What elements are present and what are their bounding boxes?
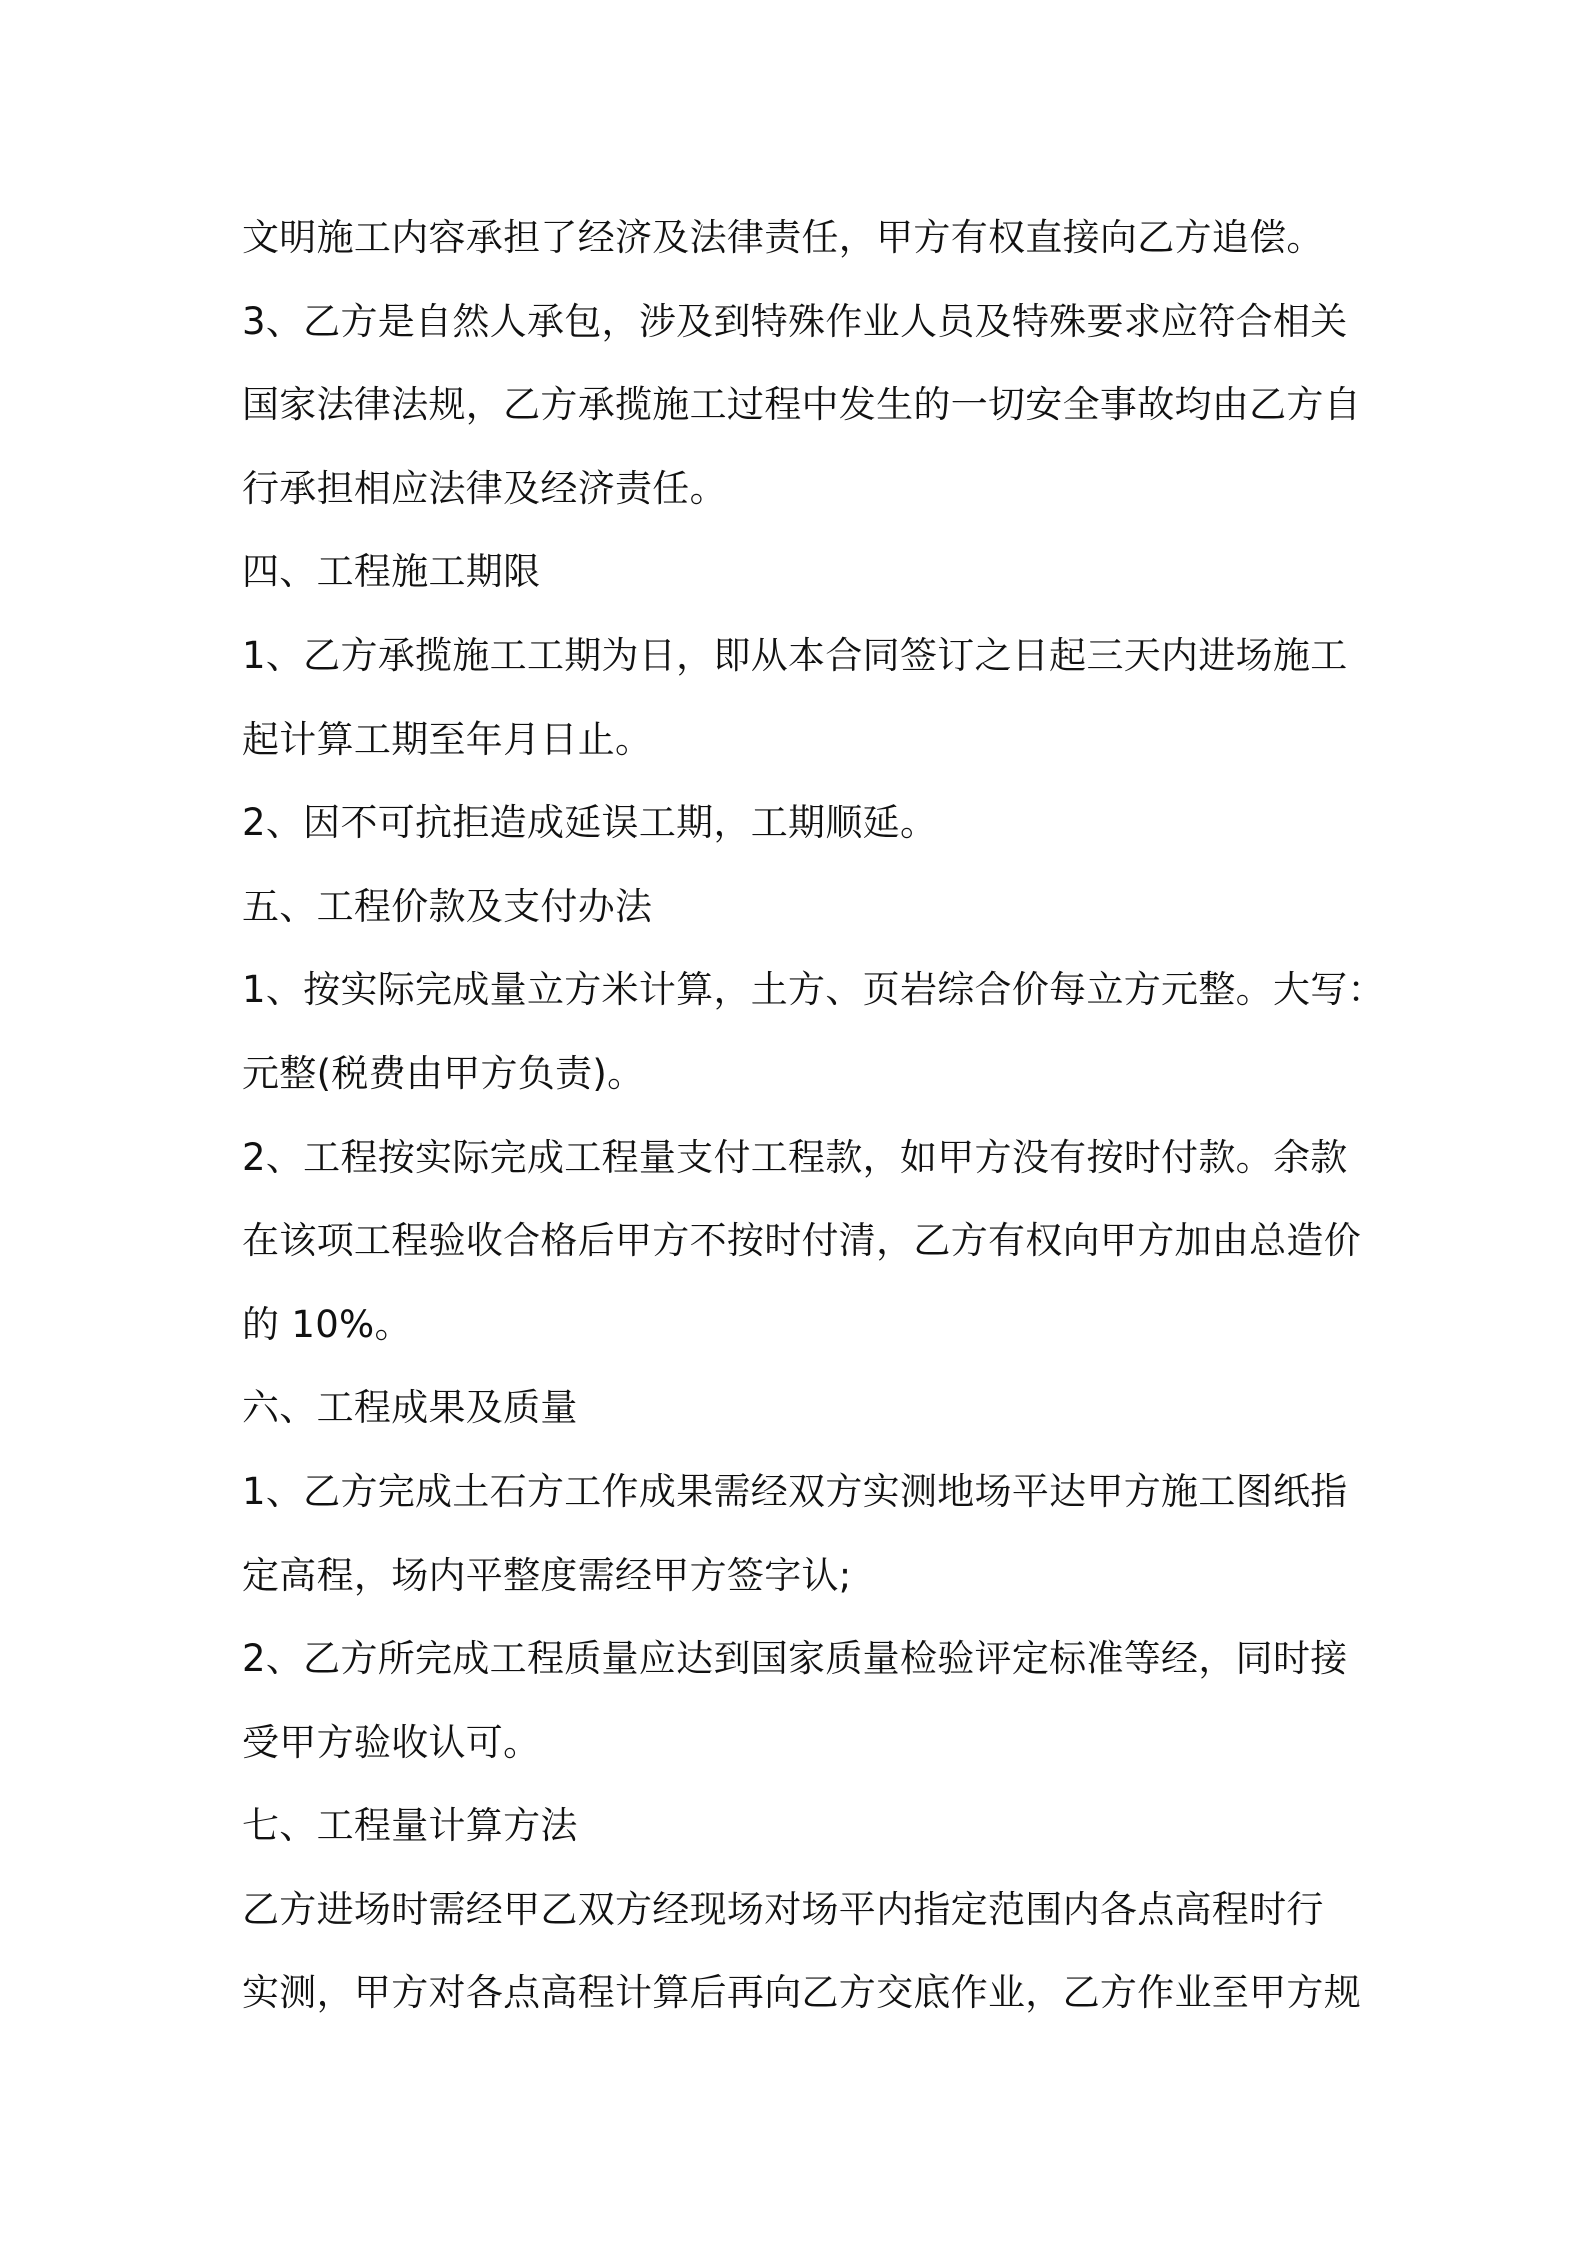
- text-line-13: 在该项工程验收合格后甲方不按时付清，乙方有权向甲方加由总造价: [242, 1219, 1361, 1263]
- section-heading-6: 六、工程成果及质量: [242, 1386, 578, 1430]
- text-line-3: 国家法律法规，乙方承揽施工过程中发生的一切安全事故均由乙方自: [242, 383, 1361, 427]
- section-heading-4: 四、工程施工期限: [242, 550, 541, 594]
- text-line-16: 1、乙方完成土石方工作成果需经双方实测地场平达甲方施工图纸指: [242, 1469, 1348, 1513]
- text-line-10: 1、按实际完成量立方米计算，土方、页岩综合价每立方元整。大写：: [242, 968, 1385, 1012]
- text-line-21: 乙方进场时需经甲乙双方经现场对场平内指定范围内各点高程时行: [242, 1887, 1324, 1931]
- text-line-18: 2、乙方所完成工程质量应达到国家质量检验评定标准等经，同时接: [242, 1637, 1348, 1681]
- text-line-14: 的 10%。: [242, 1302, 412, 1346]
- document-page: [242, 196, 1385, 2035]
- text-line-17: 定高程，场内平整度需经甲方签字认;: [242, 1553, 852, 1597]
- text-line-19: 受甲方验收认可。: [242, 1720, 541, 1764]
- text-line-12: 2、工程按实际完成工程量支付工程款，如甲方没有按时付款。余款: [242, 1135, 1348, 1179]
- text-line-1: 文明施工内容承担了经济及法律责任，甲方有权直接向乙方追偿。: [242, 216, 1324, 259]
- section-heading-7: 七、工程量计算方法: [242, 1804, 578, 1848]
- text-line-7: 起计算工期至年月日止。: [242, 717, 653, 761]
- section-heading-5: 五、工程价款及支付办法: [242, 884, 653, 928]
- text-line-22: 实测，甲方对各点高程计算后再向乙方交底作业，乙方作业至甲方规: [242, 1971, 1361, 2015]
- text-line-4: 行承担相应法律及经济责任。: [242, 466, 727, 510]
- text-line-6: 1、乙方承揽施工工期为日，即从本合同签订之日起三天内进场施工: [242, 633, 1348, 677]
- text-line-2: 3、乙方是自然人承包，涉及到特殊作业人员及特殊要求应符合相关: [242, 299, 1348, 343]
- text-line-11: 元整(税费由甲方负责)。: [242, 1051, 645, 1095]
- text-line-8: 2、因不可抗拒造成延误工期，工期顺延。: [242, 801, 938, 845]
